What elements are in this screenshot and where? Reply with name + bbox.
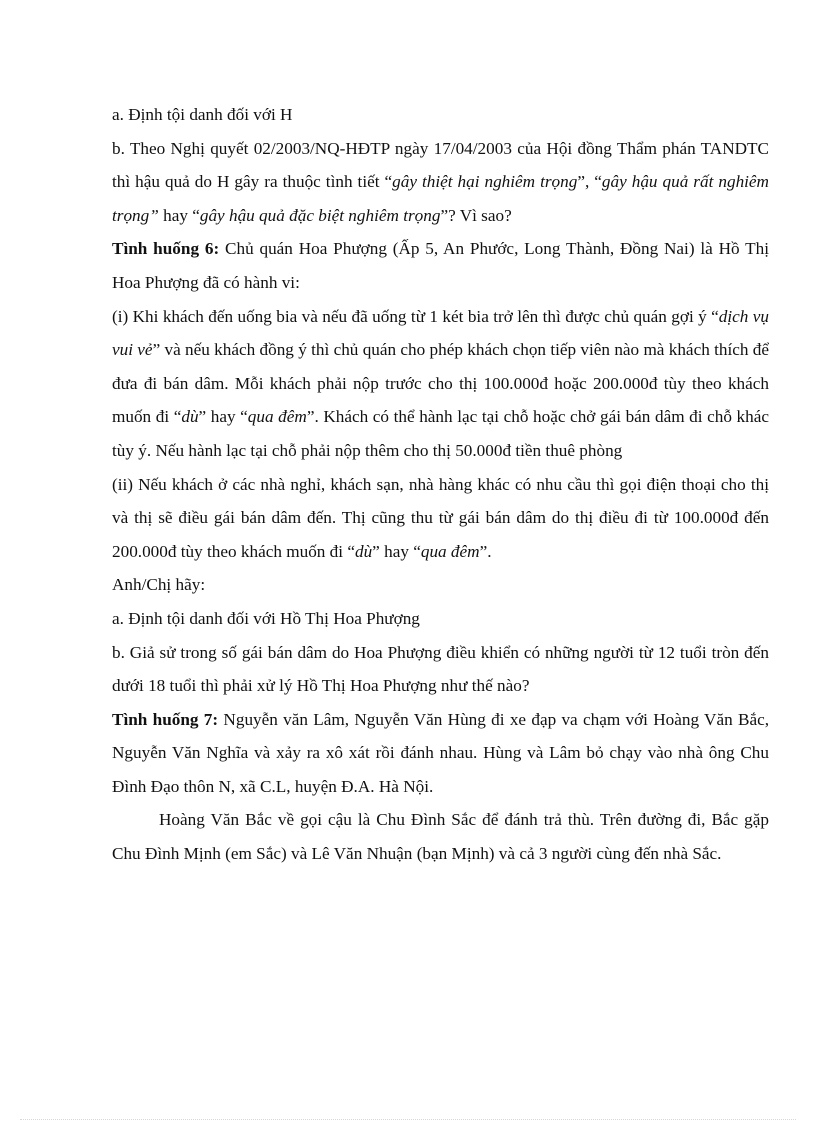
paragraph-item-ii [112,468,769,569]
paragraph-item-i [112,300,769,468]
paragraph-narrative: Hoàng Văn Bắc về gọi cậu là Chu Đình Sắc để đánh trả thù. Trên đường đi, Bắc gặp Chu Đình Mịnh (em Sắc) và Lê Văn Nhuận (bạn Mịnh) và cả 3 người cùng đến nhà Sắc. [112,810,769,864]
italic-term: gây hậu quả đặc biệt nghiêm trọng [199,205,441,225]
situation-heading: Tình huống 6: [112,239,220,259]
paragraph-question-b-resolution [112,132,769,233]
text-run: ”. Khách có thể hành lạc tại chỗ hoặc chở gái bán dâm đi chỗ khác tùy ý. Nếu hành lạc tại chỗ phải nộp thêm cho thị 50.000đ tiền thuê phòng [112,407,769,460]
italic-term: dịch vụ vui vẻ [112,306,769,360]
text-run: ” hay “ [372,541,421,561]
situation-heading: Tình huống 7: [112,709,219,729]
paragraph-question-a-phuong: a. Định tội danh đối với Hồ Thị Hoa Phượng [112,608,420,628]
text-run: Nguyễn văn Lâm, Nguyễn Văn Hùng đi xe đạp va chạm với Hoàng Văn Bắc, Nguyễn Văn Nghĩa và xảy ra xô xát rồi đánh nhau. Hùng và Lâm bỏ chạy vào nhà ông Chu Đình Đạo thôn N, xã C.L, huyện Đ.A. Hà Nội. [112,709,769,796]
text-run: ”? Vì sao? [440,205,512,225]
text-run: b. Theo Nghị quyết 02/2003/NQ-HĐTP ngày 17/04/2003 của Hội đồng Thẩm phán TANDTC thì hậu quả do H gây ra thuộc tình tiết “ [112,138,769,192]
text-run: hay “ [158,205,200,225]
text-run: (ii) Nếu khách ở các nhà nghỉ, khách sạn, nhà hàng khác có nhu cầu thì gọi điện thoại cho thị và thị sẽ điều gái bán dâm đến. Thị cũng thu từ gái bán dâm do thị điều đi từ 100.000đ đến 200.000đ tùy theo khách muốn đi “ [112,474,769,561]
paragraph-situation-6 [112,232,769,299]
paragraph-question-a-h: a. Định tội danh đối với H [112,105,293,124]
text-run: ”, “ [577,172,602,192]
text-run: ” hay “ [198,407,248,427]
italic-term: gây thiệt hại nghiêm trọng [392,172,578,192]
text-run: (i) Khi khách đến uống bia và nếu đã uống từ 1 két bia trở lên thì được chủ quán gợi ý “ [112,306,719,326]
text-run: Chủ quán Hoa Phượng (Ấp 5, An Phước, Long Thành, Đồng Nai) là Hồ Thị Hoa Phượng đã có hành vi: [112,239,769,292]
italic-term: qua đêm [247,407,307,427]
italic-term: dù [181,407,199,427]
text-run: ”. [479,541,492,561]
document-page [112,98,769,871]
paragraph-question-b-phuong: b. Giả sử trong số gái bán dâm do Hoa Phượng điều khiển có những người từ 12 tuổi tròn đến dưới 18 tuổi thì phải xử lý Hồ Thị Hoa Phượng như thế nào? [112,642,769,696]
paragraph-instruction: Anh/Chị hãy: [112,575,206,595]
page-bottom-divider [20,1119,796,1120]
text-run: ” và nếu khách đồng ý thì chủ quán cho phép khách chọn tiếp viên nào mà khách thích để đưa đi bán dâm. Mỗi khách phải nộp trước cho thị 100.000đ hoặc 200.000đ tùy theo khách muốn đi “ [112,340,769,427]
paragraph-situation-7 [112,703,769,804]
italic-term: dù [354,541,373,561]
italic-term: gây hậu quả rất nghiêm trọng” [112,172,769,225]
italic-term: qua đêm [420,541,480,561]
